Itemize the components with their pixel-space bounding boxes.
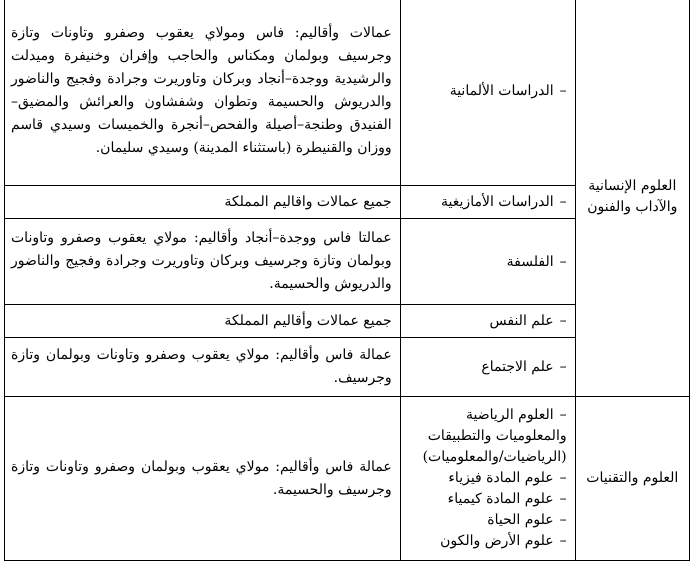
specialization-label: علوم الأرض والكون xyxy=(440,533,554,549)
specializations-table xyxy=(4,0,690,561)
specialization-label: علوم المادة كيمياء xyxy=(447,491,554,507)
specialization-cell xyxy=(400,0,575,186)
regions-text: عمالات وأقاليم: فاس ومولاي يعقوب وصفرو وتاونات وتازة وجرسيف وبولمان ومكناس والحاجب وإفران وخنيفرة وميدلت والرشيدية ووجدة–أنجاد وبركان وتاوريرت وجرادة وفجيج والناضور والدريوش والحسيمة وتطوان وشفشاون والعرائش والمضيق–الفنيدق وطنجة–أصيلة والفحص–أنجرة والخميسات وسيدي قاسم ووزان والقنيطرة (باستثناء المدينة) وسيدي سليمان. xyxy=(11,25,392,156)
regions-text: عمالة فاس وأقاليم: مولاي يعقوب وبولمان وصفرو وتاونات وتازة وجرسيف والحسيمة. xyxy=(11,458,392,498)
dash: – xyxy=(559,491,567,507)
dash: – xyxy=(559,533,567,549)
field-label: العلوم والتقنيات xyxy=(586,470,679,486)
specialization-label: علم النفس xyxy=(489,313,554,329)
table-row xyxy=(5,0,690,186)
specialization-label: والمعلوميات والتطبيقات xyxy=(427,428,567,444)
field-label: العلوم الإنسانية والآداب والفنون xyxy=(587,177,678,215)
dash: – xyxy=(559,253,567,270)
specialization-line xyxy=(407,468,567,489)
specialization-cell xyxy=(400,397,575,561)
specialization-line xyxy=(407,426,567,447)
specialization-label: علوم الحياة xyxy=(487,512,554,528)
dash: – xyxy=(559,470,567,486)
specialization-line xyxy=(407,405,567,426)
specialization-cell xyxy=(400,219,575,305)
specialization-label: علوم المادة فيزياء xyxy=(448,470,554,486)
dash: – xyxy=(559,313,567,329)
specialization-label: علم الاجتماع xyxy=(481,359,554,375)
regions-cell xyxy=(5,186,401,219)
specialization-label: الدراسات الألمانية xyxy=(449,83,554,99)
regions-cell xyxy=(5,305,401,338)
specialization-cell xyxy=(400,186,575,219)
specialization-cell xyxy=(400,305,575,338)
dash: – xyxy=(559,359,567,375)
specialization-line xyxy=(407,510,567,531)
regions-cell xyxy=(5,397,401,561)
regions-text: جميع عمالات وأقاليم المملكة xyxy=(224,312,392,329)
dash: – xyxy=(559,512,567,528)
regions-text: عمالة فاس وأقاليم: مولاي يعقوب وصفرو وتاونات وبولمان وتازة وجرسيف. xyxy=(11,347,392,386)
specialization-line xyxy=(407,447,567,468)
regions-cell xyxy=(5,0,401,186)
table-row xyxy=(5,397,690,561)
dash: – xyxy=(559,407,567,423)
regions-cell xyxy=(5,338,401,397)
specialization-label: العلوم الرياضية xyxy=(466,407,554,423)
specialization-label: الفلسفة xyxy=(506,253,554,270)
field-cell xyxy=(575,397,689,561)
dash: – xyxy=(559,194,567,210)
specialization-cell xyxy=(400,338,575,397)
specialization-label: الدراسات الأمازيغية xyxy=(441,194,554,210)
dash: – xyxy=(559,83,567,99)
specialization-line xyxy=(407,531,567,552)
specialization-label: (الرياضيات/والمعلوميات) xyxy=(422,449,567,465)
regions-text: جميع عمالات واقاليم المملكة xyxy=(224,193,392,210)
regions-text: عمالتا فاس ووجدة–أنجاد وأقاليم: مولاي يعقوب وصفرو وتاونات وبولمان وتازة وجرسيف وبركان وتاوريرت وجرادة وفجيج والناضور والدريوش والحسيمة. xyxy=(11,230,392,292)
field-cell xyxy=(575,0,689,397)
specialization-line xyxy=(407,489,567,510)
regions-cell xyxy=(5,219,401,305)
